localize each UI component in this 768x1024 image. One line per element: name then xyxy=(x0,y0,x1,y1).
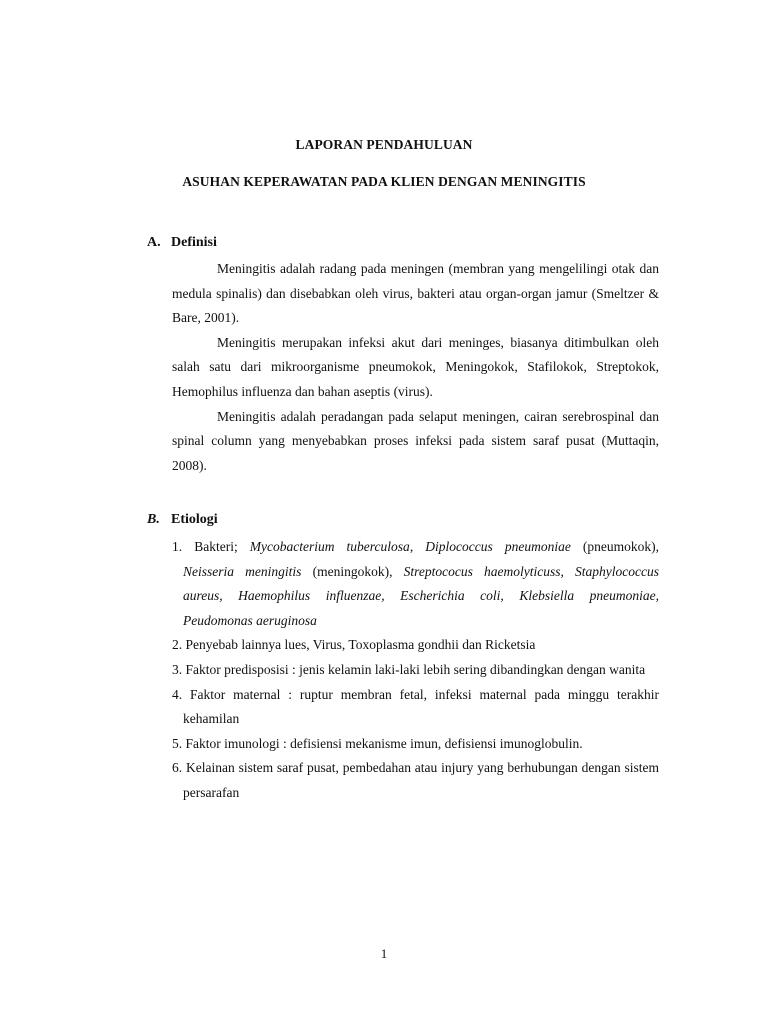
list-number: 5. xyxy=(172,735,183,751)
document-subtitle: ASUHAN KEPERAWATAN PADA KLIEN DENGAN MENINGITIS xyxy=(182,174,586,189)
list-text: Faktor predisposisi : jenis kelamin laki-laki lebih sering dibandingkan dengan wanita xyxy=(185,661,646,677)
organism-name: Mycobacterium tuberculosa xyxy=(249,539,410,554)
list-item xyxy=(172,683,659,732)
organism-name: Streptococus haemolyticuss, Staphylococcus aureus, Haemophilus influenzae, Escherichia coli, Klebsiella pneumoniae, Peudomonas aeruginosa xyxy=(183,563,659,628)
list-item xyxy=(172,732,659,757)
list-number: 1. xyxy=(172,539,183,554)
list-text: , xyxy=(409,539,426,554)
organism-name: Neisseria meningitis xyxy=(183,563,302,579)
list-text: (meningokok), xyxy=(301,563,404,579)
section-b-letter: B. xyxy=(147,512,160,527)
list-text: Faktor imunologi : defisiensi mekanisme imun, defisiensi imunoglobulin. xyxy=(185,735,583,751)
section-b-title: Etiologi xyxy=(171,512,218,527)
list-item xyxy=(172,633,659,658)
definition-paragraph-2: Meningitis merupakan infeksi akut dari meninges, biasanya ditimbulkan oleh salah satu dari mikroorganisme pneumokok, Meningokok, Stafilokok, Streptokok, Hemophilus influenza dan bahan aseptis (virus). xyxy=(172,334,659,399)
list-item xyxy=(172,535,659,633)
list-number: 2. xyxy=(172,637,183,653)
section-a-heading xyxy=(147,235,217,251)
section-a-title: Definisi xyxy=(171,235,217,250)
section-a-body xyxy=(172,257,659,478)
list-text: Faktor maternal : ruptur membran fetal, infeksi maternal pada minggu terakhir kehamilan xyxy=(183,686,660,727)
definition-paragraph-3: Meningitis adalah peradangan pada selaput meningen, cairan serebrospinal dan spinal column yang menyebabkan proses infeksi pada sistem saraf pusat (Muttaqin, 2008). xyxy=(172,408,659,473)
list-number: 3. xyxy=(172,661,183,677)
list-number: 4. xyxy=(172,686,183,702)
organism-name: Diplococcus pneumoniae xyxy=(425,539,571,554)
section-a-letter: A. xyxy=(147,235,161,250)
list-text: Kelainan sistem saraf pusat, pembedahan atau injury yang berhubungan dengan sistem persarafan xyxy=(183,760,659,800)
definition-paragraph-1: Meningitis adalah radang pada meningen (membran yang mengelilingi otak dan medula spinalis) dan disebabkan oleh virus, bakteri atau organ-organ jamur (Smeltzer & Bare, 2001). xyxy=(172,261,659,326)
list-number: 6. xyxy=(172,760,183,776)
list-text: Bakteri; xyxy=(194,539,250,554)
list-item xyxy=(172,658,659,683)
page-number: 1 xyxy=(380,946,388,961)
section-b-heading xyxy=(147,512,218,528)
document-title: LAPORAN PENDAHULUAN xyxy=(295,137,473,152)
list-text: Penyebab lainnya lues, Virus, Toxoplasma gondhii dan Ricketsia xyxy=(185,637,536,653)
list-text: (pneumokok), xyxy=(570,539,659,554)
list-item xyxy=(172,756,659,805)
etiology-list xyxy=(172,535,659,806)
